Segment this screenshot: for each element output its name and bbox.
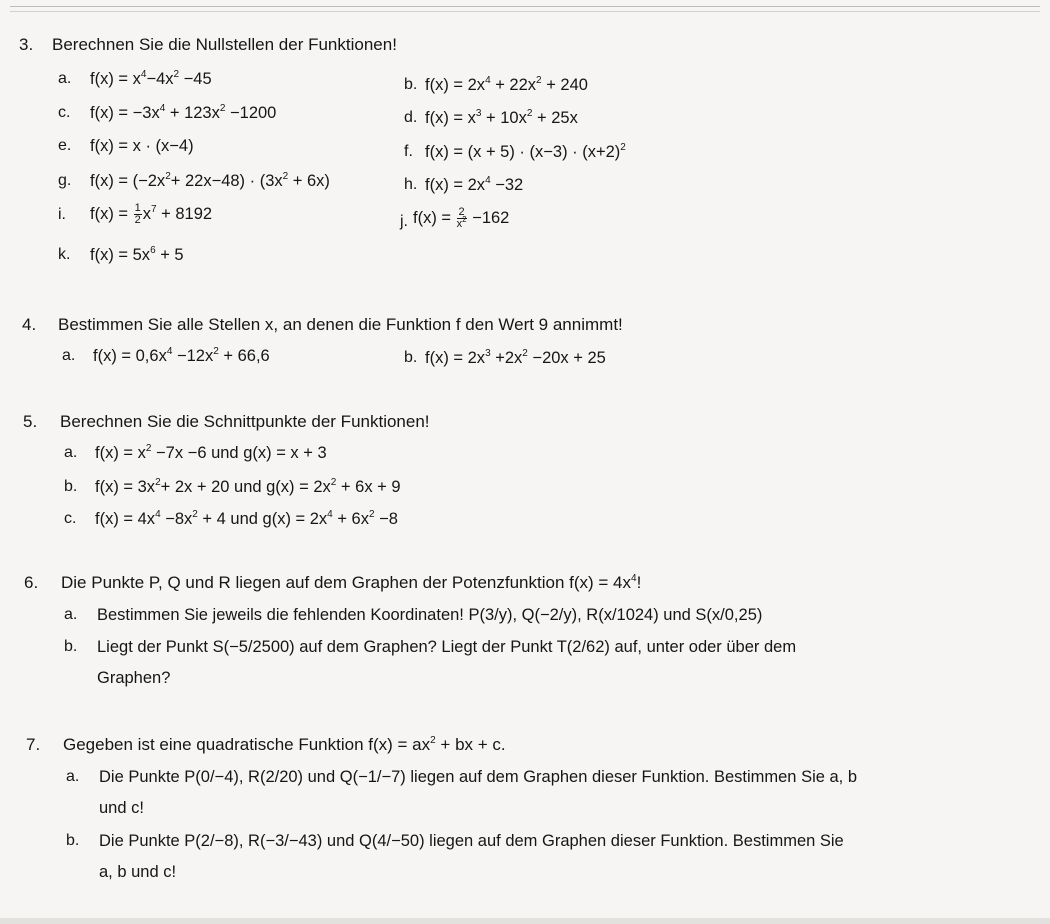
problem-3a-label: a. [58,70,72,87]
problem-4a-label: a. [62,347,76,364]
problem-3j-label: j. [400,213,408,230]
problem-6-number: 6. [24,573,39,592]
problem-3g-function: $f(x) = (-2x^2+ 22x-48) \cdot (3x^2 + 6x)$ [90,171,330,190]
problem-6b-text-line2: Graphen? [97,669,171,687]
problem-7-number: 7. [26,735,41,754]
problem-3g-label: g. [58,172,72,189]
problem-3e-function: f(x) = x · (x−4) [90,137,194,155]
problem-7a-text-line1: Die Punkte P(0/−4), R(2/20) und Q(−1/−7) liegen auf dem Graphen dieser Funktion. Bestimmen Sie a, b [99,768,858,786]
problem-5a-functions: $f(x) = x^2 -7x -6$ und g(x) = x + 3 [95,443,327,462]
problem-3c-label: c. [58,104,71,121]
problem-3d-label: d. [404,109,418,126]
problem-4b-function: $f(x) = 2x^3 +2x^2 -20x + 25$ [425,348,606,367]
problem-3a-function: $f(x) = x^4-4x^2 -45$ [90,69,212,88]
top-rule [10,6,1040,7]
problem-6b-text-line1: Liegt der Punkt S(−5/2500) auf dem Graphen? Liegt der Punkt T(2/62) auf, unter oder über dem [97,638,797,656]
page-bottom-edge [0,918,1050,924]
problem-3b-function: $f(x) = 2x^4 + 22x^2 + 240$ [425,75,588,94]
problem-5-title: Berechnen Sie die Schnittpunkte der Funktionen! [60,412,430,431]
problem-3e-label: e. [58,137,72,154]
problem-3j-function: f(x) = $\frac{2}{x^2}$ −162 [413,206,510,230]
problem-5b-functions: $f(x) = 3x^2+ 2x + 20$ und $g(x) = 2x^2 + 6x + 9$ [95,477,401,496]
problem-3k-function: $f(x) = 5x^6 + 5$ [90,245,184,264]
problem-3-number: 3. [19,35,34,54]
problem-3f-function: $f(x) = (x + 5) \cdot (x-3) \cdot (x+2)^2$ [425,142,626,161]
problem-5b-label: b. [64,478,78,495]
problem-3d-function: $f(x) = x^3 + 10x^2 + 25x$ [425,108,578,127]
problem-6a-label: a. [64,606,78,623]
problem-3h-function: $f(x) = 2x^4 -32$ [425,175,524,194]
problem-4a-function: $f(x) = 0,6x^4 -12x^2 + 66,6$ [93,346,270,365]
top-rule-secondary [10,11,1040,12]
problem-7b-text-line2: a, b und c! [99,863,177,881]
problem-6b-label: b. [64,638,78,655]
problem-3f-label: f. [404,143,413,160]
problem-4-number: 4. [22,315,37,334]
problem-4b-label: b. [404,349,418,366]
problem-7b-label: b. [66,832,80,849]
problem-7b-text-line1: Die Punkte P(2/−8), R(−3/−43) und Q(4/−50) liegen auf dem Graphen dieser Funktion. Bestimmen Sie [99,832,844,850]
problem-3-title: Berechnen Sie die Nullstellen der Funktionen! [52,35,397,54]
problem-7a-label: a. [66,768,80,785]
problem-5c-label: c. [64,510,77,527]
problem-3b-label: b. [404,76,418,93]
problem-3i-label: i. [58,206,66,223]
problem-3k-label: k. [58,246,71,263]
fraction-two-over-x-squared: $\frac{2}{x^2}$ [456,206,467,230]
problem-7-title: Gegeben ist eine quadratische Funktion $f(x) = ax^2$ + bx + c. [63,735,506,754]
problem-4-title: Bestimmen Sie alle Stellen x, an denen die Funktion f den Wert 9 annimmt! [58,315,623,334]
problem-5a-label: a. [64,444,78,461]
problem-5-number: 5. [23,412,38,431]
problem-6-title: Die Punkte P, Q und R liegen auf dem Graphen der Potenzfunktion $f(x) = 4x^4$! [61,573,642,592]
problem-3c-function: $f(x) = -3x^4 + 123x^2 -1200$ [90,103,277,122]
problem-3i-function: f(x) = $\frac{1}{2}$ $x^7 + 8192$ [90,202,213,226]
problem-3h-label: h. [404,176,418,193]
problem-7a-text-line2: und c! [99,799,144,817]
problem-5c-functions: $f(x) = 4x^4 -8x^2 + 4$ und $g(x) = 2x^4 + 6x^2 -8$ [95,509,398,528]
problem-6a-text: Bestimmen Sie jeweils die fehlenden Koordinaten! P(3/y), Q(−2/y), R(x/1024) und S(x/0,25) [97,606,763,624]
fraction-one-half: $\frac{1}{2}$ [134,202,141,226]
